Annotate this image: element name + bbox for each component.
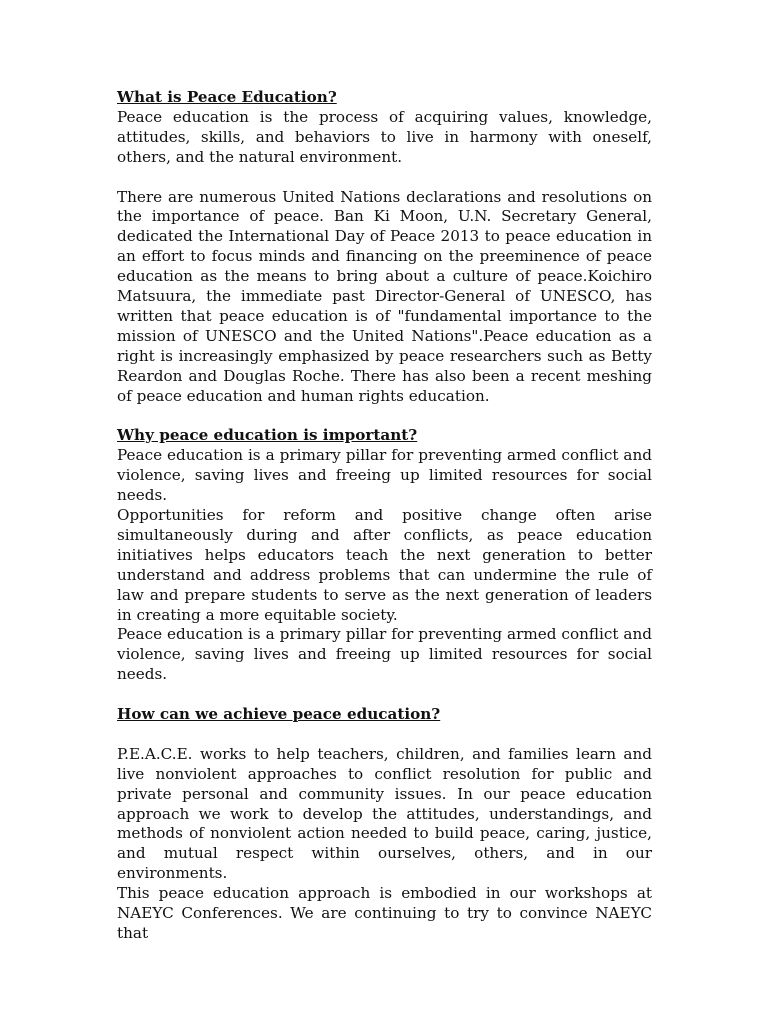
- section-gap: [117, 685, 652, 705]
- paragraph-un-declarations: There are numerous United Nations declarations and resolutions on the importance of peace. Ban Ki Moon, U.N. Secretary General, dedicated the International Day of Peace 2013 to peace education in an effort to focus minds and financing on the preeminence of peace education as the means to bring about a culture of peace.Koichiro Matsuura, the immediate past Director-General of UNESCO, has written that peace education is of "fundamental importance to the mission of UNESCO and the United Nations".Peace education as a right is increasingly emphasized by peace researchers such as Betty Reardon and Douglas Roche. There has also been a recent meshing of peace education and human rights education.: [117, 187, 652, 405]
- paragraph-primary-pillar: Peace education is a primary pillar for preventing armed conflict and violence, saving lives and freeing up limited resources for social needs.: [117, 446, 652, 505]
- paragraph-primary-pillar-repeat: Peace education is a primary pillar for preventing armed conflict and violence, saving lives and freeing up limited resources for social needs.: [117, 625, 652, 684]
- section-gap: [117, 406, 652, 426]
- heading-why-important: Why peace education is important?: [117, 426, 418, 445]
- paragraph-naeyc: This peace education approach is embodied in our workshops at NAEYC Conferences. We are continuing to try to convince NAEYC that: [117, 884, 652, 942]
- paragraph-gap: [117, 168, 652, 188]
- paragraph-peace-works: P.E.A.C.E. works to help teachers, children, and families learn and live nonviolent approaches to conflict resolution for public and private personal and community issues. In our peace education approach we work to develop the attitudes, understandings, and methods of nonviolent action needed to build peace, caring, justice, and mutual respect within ourselves, others, and in our environments.: [117, 744, 652, 883]
- heading-how-achieve: How can we achieve peace education?: [117, 705, 441, 724]
- paragraph-gap: [117, 725, 652, 745]
- paragraph-opportunities: Opportunities for reform and positive change often arise simultaneously during and after conflicts, as peace education initiatives helps educators teach the next generation to better understand and address problems that can undermine the rule of law and prepare students to serve as the next generation of leaders in creating a more equitable society.: [117, 506, 652, 624]
- document-page: [117, 88, 652, 944]
- paragraph-definition: Peace education is the process of acquiring values, knowledge, attitudes, skills, and behaviors to live in harmony with oneself, others, and the natural environment.: [117, 107, 652, 166]
- heading-what-is-peace-education: What is Peace Education?: [117, 88, 337, 106]
